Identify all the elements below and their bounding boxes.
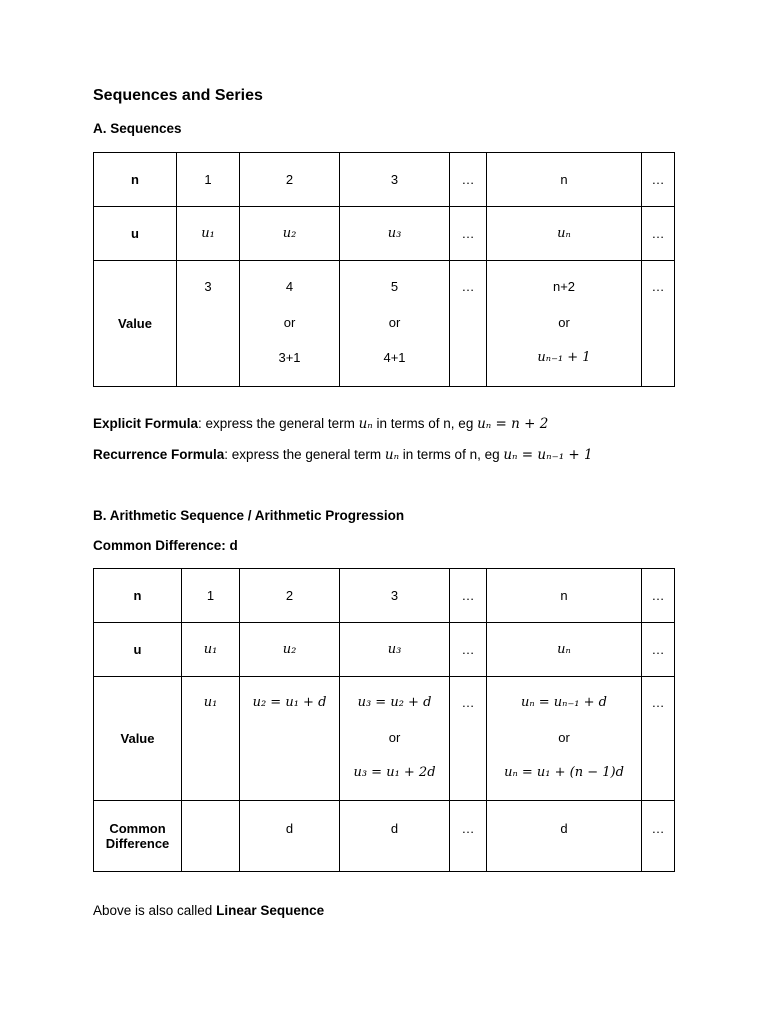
- cell-line: or: [558, 315, 570, 330]
- explicit-formula-line: [93, 416, 548, 432]
- table-cell: [487, 261, 642, 387]
- recurrence-formula-text2: in terms of n, eg: [399, 447, 504, 462]
- page-title: Sequences and Series: [93, 87, 263, 104]
- cell-line: 3: [204, 279, 212, 294]
- recurrence-formula-line: [93, 447, 593, 463]
- sequences-table: [93, 152, 675, 387]
- table-cell: [487, 677, 642, 801]
- table-cell: u₂: [240, 623, 340, 677]
- cell-line: n+2: [552, 279, 576, 294]
- explicit-formula-text2: in terms of n, eg: [372, 416, 478, 431]
- table-cell: [182, 677, 240, 801]
- table-row-u: [94, 623, 675, 677]
- cell-line: …: [461, 279, 475, 294]
- cell-line: or: [388, 730, 401, 745]
- table-cell: u₃: [340, 207, 450, 261]
- footer-bold: Linear Sequence: [216, 903, 325, 918]
- table-cell: [642, 261, 675, 387]
- table-cell: …: [450, 801, 487, 872]
- table-cell: u₂: [240, 207, 340, 261]
- table-cell: n: [487, 153, 642, 207]
- cell-line: …: [651, 279, 665, 294]
- table-cell: 3: [340, 569, 450, 623]
- row-header-n: n: [94, 569, 182, 623]
- row-header-u: u: [94, 207, 177, 261]
- table-cell: …: [642, 623, 675, 677]
- cell-line: uₙ = u₁ + (n − 1)d: [504, 765, 624, 780]
- cell-line: or: [283, 315, 296, 330]
- cell-line: 4: [285, 279, 294, 294]
- header-line: Common: [109, 821, 166, 836]
- table-cell: …: [450, 153, 487, 207]
- recurrence-formula-label: Recurrence Formula: [93, 447, 225, 462]
- table-cell: [177, 261, 240, 387]
- table-row-value: [94, 261, 675, 387]
- table-row-common-difference: [94, 801, 675, 872]
- table-cell: …: [642, 153, 675, 207]
- row-header-value: Value: [94, 677, 182, 801]
- cell-line: …: [461, 695, 475, 710]
- footer-line: [93, 903, 324, 918]
- table-cell: u₁: [177, 207, 240, 261]
- cell-line: or: [388, 315, 401, 330]
- table-cell: [450, 261, 487, 387]
- cell-line: uₙ = uₙ₋₁ + d: [521, 695, 607, 710]
- table-cell: n: [487, 569, 642, 623]
- table-cell: [340, 261, 450, 387]
- common-difference-heading: Common Difference: d: [93, 538, 238, 553]
- explicit-formula-label: Explicit Formula: [93, 416, 199, 431]
- recurrence-formula-example: uₙ = uₙ₋₁ + 1: [503, 447, 593, 463]
- recurrence-formula-term: uₙ: [384, 447, 400, 463]
- cell-line: u₃ = u₁ + 2d: [353, 765, 436, 780]
- header-line: Difference: [105, 836, 170, 851]
- table-cell: d: [340, 801, 450, 872]
- table-cell: 2: [240, 569, 340, 623]
- table-cell: u₁: [182, 623, 240, 677]
- table-cell: …: [642, 569, 675, 623]
- table-cell: …: [450, 207, 487, 261]
- table-cell: d: [240, 801, 340, 872]
- table-cell: uₙ: [487, 207, 642, 261]
- table-cell: 1: [182, 569, 240, 623]
- row-header-n: n: [94, 153, 177, 207]
- explicit-formula-term: uₙ: [358, 416, 373, 432]
- table-cell: u₃: [340, 623, 450, 677]
- table-cell: [340, 677, 450, 801]
- cell-line: u₂ = u₁ + d: [252, 695, 327, 710]
- table-cell: 1: [177, 153, 240, 207]
- explicit-formula-example: uₙ = n + 2: [477, 416, 549, 432]
- table-cell: [642, 677, 675, 801]
- table-cell: [240, 677, 340, 801]
- cell-line: …: [651, 695, 665, 710]
- table-cell: …: [450, 569, 487, 623]
- cell-line: uₙ₋₁ + 1: [537, 350, 591, 365]
- cell-line: 4+1: [383, 350, 406, 365]
- table-row-value: [94, 677, 675, 801]
- table-cell: uₙ: [487, 623, 642, 677]
- row-header-value: Value: [94, 261, 177, 387]
- recurrence-formula-text: : express the general term: [224, 447, 385, 462]
- table-cell: [240, 261, 340, 387]
- cell-line: 3+1: [278, 350, 301, 365]
- table-row-n: [94, 569, 675, 623]
- table-cell: …: [642, 207, 675, 261]
- arithmetic-table: [93, 568, 675, 872]
- section-a-heading: A. Sequences: [93, 121, 182, 136]
- table-cell: [450, 677, 487, 801]
- row-header-common-difference: [94, 801, 182, 872]
- table-cell: [182, 801, 240, 872]
- table-cell: d: [487, 801, 642, 872]
- section-b-heading: B. Arithmetic Sequence / Arithmetic Progression: [93, 508, 405, 523]
- table-row-n: [94, 153, 675, 207]
- table-row-u: [94, 207, 675, 261]
- table-cell: 3: [340, 153, 450, 207]
- explicit-formula-text: : express the general term: [198, 416, 359, 431]
- table-cell: 2: [240, 153, 340, 207]
- table-cell: …: [450, 623, 487, 677]
- footer-text: Above is also called: [93, 903, 217, 918]
- table-cell: …: [642, 801, 675, 872]
- row-header-u: u: [94, 623, 182, 677]
- cell-line: 5: [390, 279, 399, 294]
- cell-line: u₁: [203, 695, 218, 710]
- cell-line: or: [558, 730, 570, 745]
- cell-line: u₃ = u₂ + d: [357, 695, 432, 710]
